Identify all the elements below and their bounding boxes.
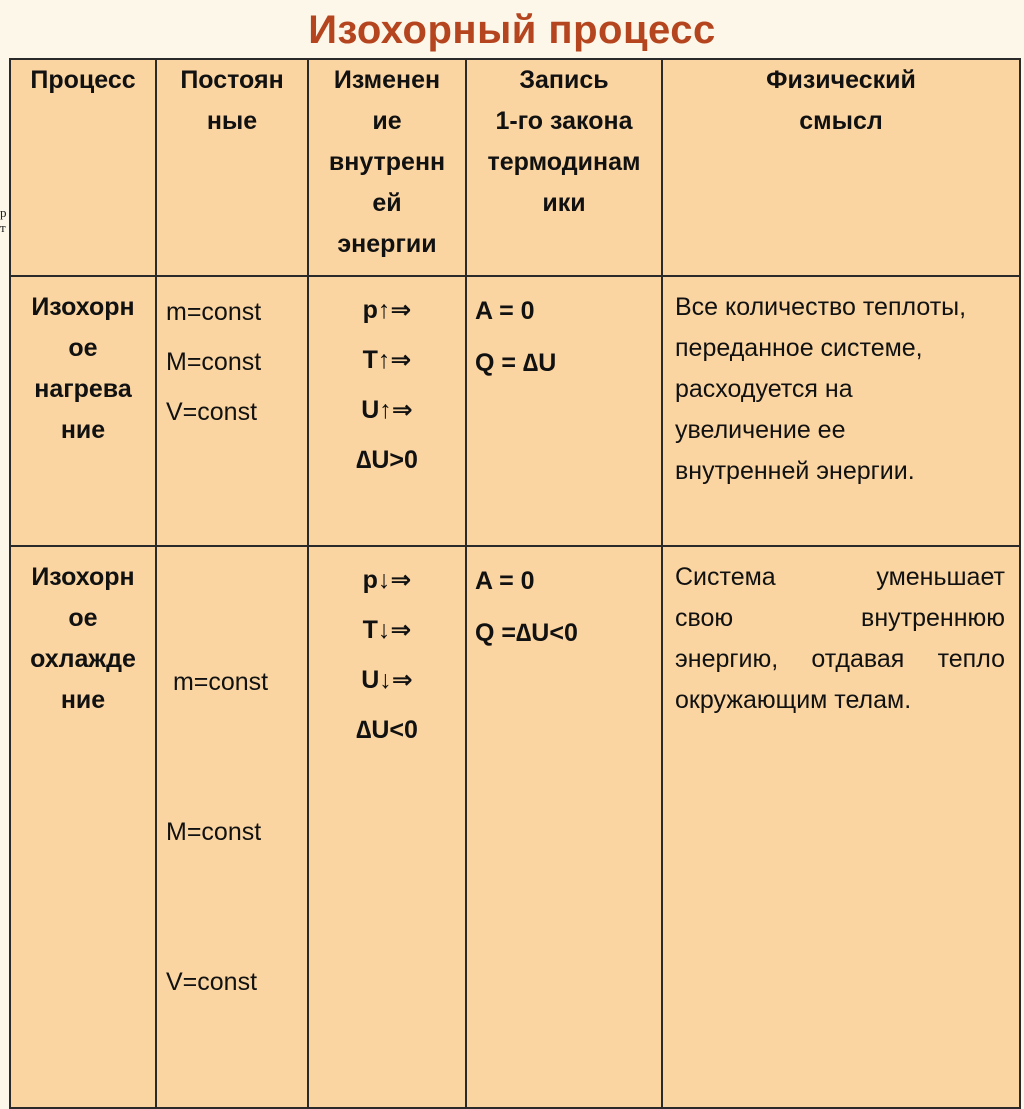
table-row-heating [10, 276, 1020, 546]
header-row [10, 59, 1020, 276]
process-cell: Изохорн ое нагрева ние [10, 276, 156, 546]
first-law-cell: A = 0 Q = ∆U [466, 276, 662, 546]
stray-char: р [0, 205, 7, 220]
header-process: Процесс [10, 59, 156, 276]
first-law-cell: A = 0 Q =∆U<0 [466, 546, 662, 1108]
energy-change-cell: p↑⇒ T↑⇒ U↑⇒ ∆U>0 [308, 276, 466, 546]
header-first-law: Запись 1-го закона термодинам ики [466, 59, 662, 276]
meaning-cell: Система уменьшает свою внутреннюю энергию, отдавая тепло окружающим телам. [662, 546, 1020, 1108]
header-meaning: Физический смысл [662, 59, 1020, 276]
meaning-cell: Все количество теплоты, переданное системе, расходуется на увеличение ее внутренней энергии. [662, 276, 1020, 546]
table-row-cooling [10, 546, 1020, 1108]
constants-cell: m=const M=const V=const [156, 546, 308, 1108]
page-title: Изохорный процесс [308, 8, 716, 52]
energy-change-cell: p↓⇒ T↓⇒ U↓⇒ ∆U<0 [308, 546, 466, 1108]
constants-cell: m=const M=const V=const [156, 276, 308, 546]
stray-char: т [0, 220, 6, 235]
process-cell: Изохорн ое охлажде ние [10, 546, 156, 1108]
isochoric-table [9, 58, 1021, 1109]
header-constants: Постоян ные [156, 59, 308, 276]
header-energy-change: Изменен ие внутренн ей энергии [308, 59, 466, 276]
